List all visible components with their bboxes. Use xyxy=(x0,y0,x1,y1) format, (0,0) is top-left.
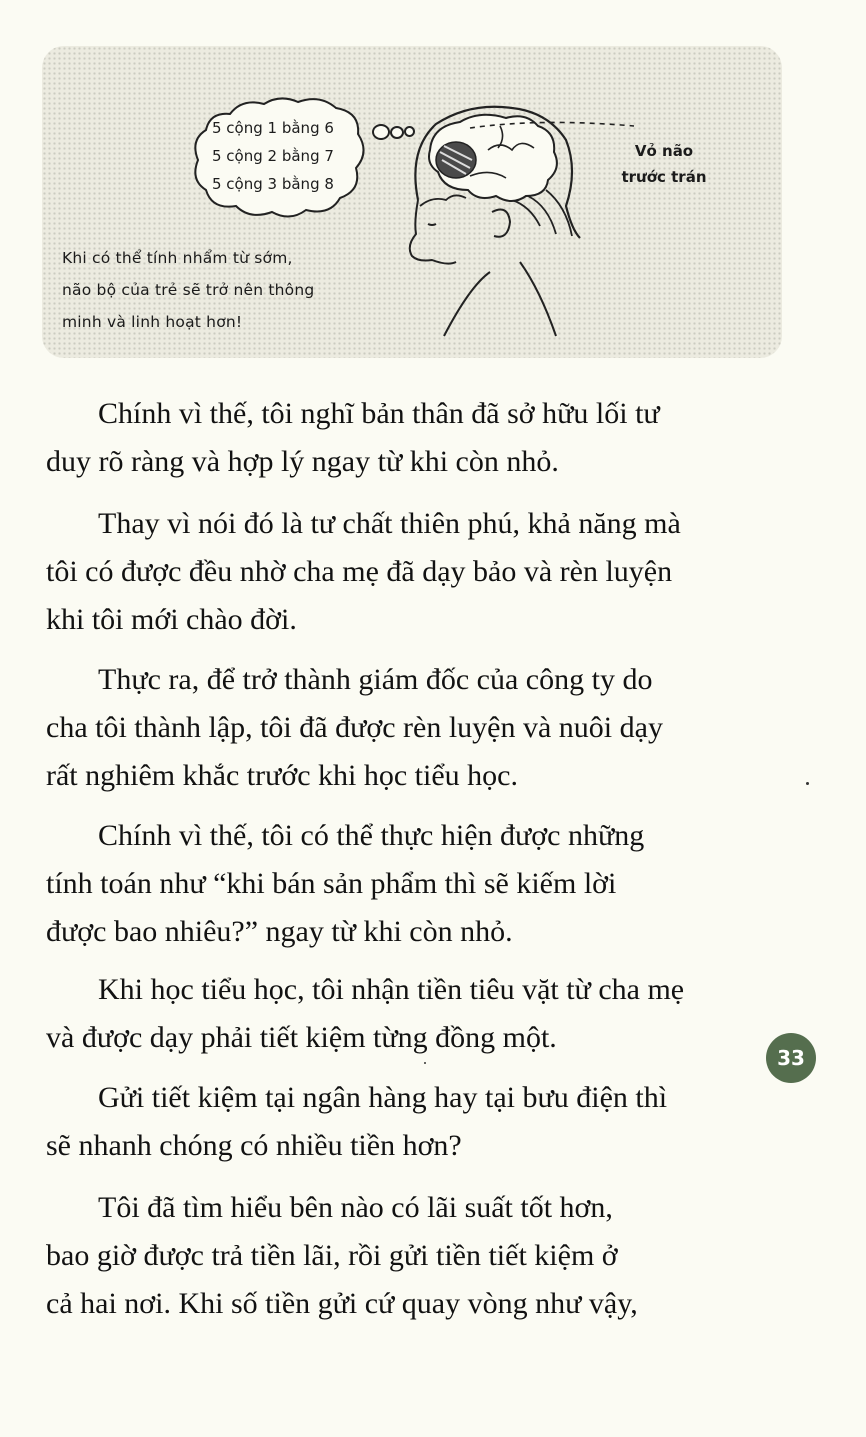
cortex-label xyxy=(594,138,734,190)
cortex-label-line-2: trước trán xyxy=(621,168,707,186)
paragraph-3-line-1: Thực ra, để trở thành giám đốc của công ty do xyxy=(98,663,653,696)
paragraph-2 xyxy=(46,500,762,644)
paragraph-2-line-1: Thay vì nói đó là tư chất thiên phú, khả năng mà xyxy=(98,507,681,540)
caption-line-1: Khi có thể tính nhẩm từ sớm, xyxy=(62,249,293,267)
caption-line-2: não bộ của trẻ sẽ trở nên thông xyxy=(62,281,315,299)
paragraph-4-line-2: tính toán như “khi bán sản phẩm thì sẽ kiếm lời xyxy=(46,867,617,900)
print-speck xyxy=(424,1062,426,1064)
cortex-label-line-1: Vỏ não xyxy=(634,142,694,160)
paragraph-6 xyxy=(46,1074,762,1170)
paragraph-5-line-1: Khi học tiểu học, tôi nhận tiền tiêu vặt từ cha mẹ xyxy=(98,973,685,1006)
paragraph-4 xyxy=(46,812,762,956)
paragraph-2-line-2: tôi có được đều nhờ cha mẹ đã dạy bảo và rèn luyện xyxy=(46,555,673,588)
paragraph-5-line-2: và được dạy phải tiết kiệm từng đồng một. xyxy=(46,1021,557,1054)
child-head-drawing xyxy=(0,0,866,400)
paragraph-4-line-1: Chính vì thế, tôi có thể thực hiện được những xyxy=(98,819,645,852)
thought-line-1: 5 cộng 1 bằng 6 xyxy=(212,119,334,137)
paragraph-1-line-1: Chính vì thế, tôi nghĩ bản thân đã sở hữu lối tư xyxy=(98,397,660,430)
paragraph-5 xyxy=(46,966,762,1062)
paragraph-6-line-2: sẽ nhanh chóng có nhiều tiền hơn? xyxy=(46,1129,462,1162)
paragraph-3-line-2: cha tôi thành lập, tôi đã được rèn luyện và nuôi dạy xyxy=(46,711,663,744)
paragraph-3-line-3: rất nghiêm khắc trước khi học tiểu học. xyxy=(46,759,518,792)
paragraph-6-line-1: Gửi tiết kiệm tại ngân hàng hay tại bưu điện thì xyxy=(98,1081,668,1114)
paragraph-1 xyxy=(46,390,762,486)
thought-line-2: 5 cộng 2 bằng 7 xyxy=(212,147,334,165)
paragraph-1-line-2: duy rõ ràng và hợp lý ngay từ khi còn nhỏ. xyxy=(46,445,559,478)
thought-line-3: 5 cộng 3 bằng 8 xyxy=(212,175,334,193)
paragraph-2-line-3: khi tôi mới chào đời. xyxy=(46,603,297,636)
paragraph-7 xyxy=(46,1184,762,1328)
page-number-badge: 33 xyxy=(766,1033,816,1083)
paragraph-3 xyxy=(46,656,762,800)
paragraph-7-line-3: cả hai nơi. Khi số tiền gửi cứ quay vòng như vậy, xyxy=(46,1287,638,1320)
print-speck xyxy=(806,782,809,785)
paragraph-4-line-3: được bao nhiêu?” ngay từ khi còn nhỏ. xyxy=(46,915,513,948)
caption-line-3: minh và linh hoạt hơn! xyxy=(62,313,243,331)
paragraph-7-line-1: Tôi đã tìm hiểu bên nào có lãi suất tốt hơn, xyxy=(98,1191,613,1224)
illustration-caption xyxy=(62,242,402,338)
paragraph-7-line-2: bao giờ được trả tiền lãi, rồi gửi tiền tiết kiệm ở xyxy=(46,1239,618,1272)
